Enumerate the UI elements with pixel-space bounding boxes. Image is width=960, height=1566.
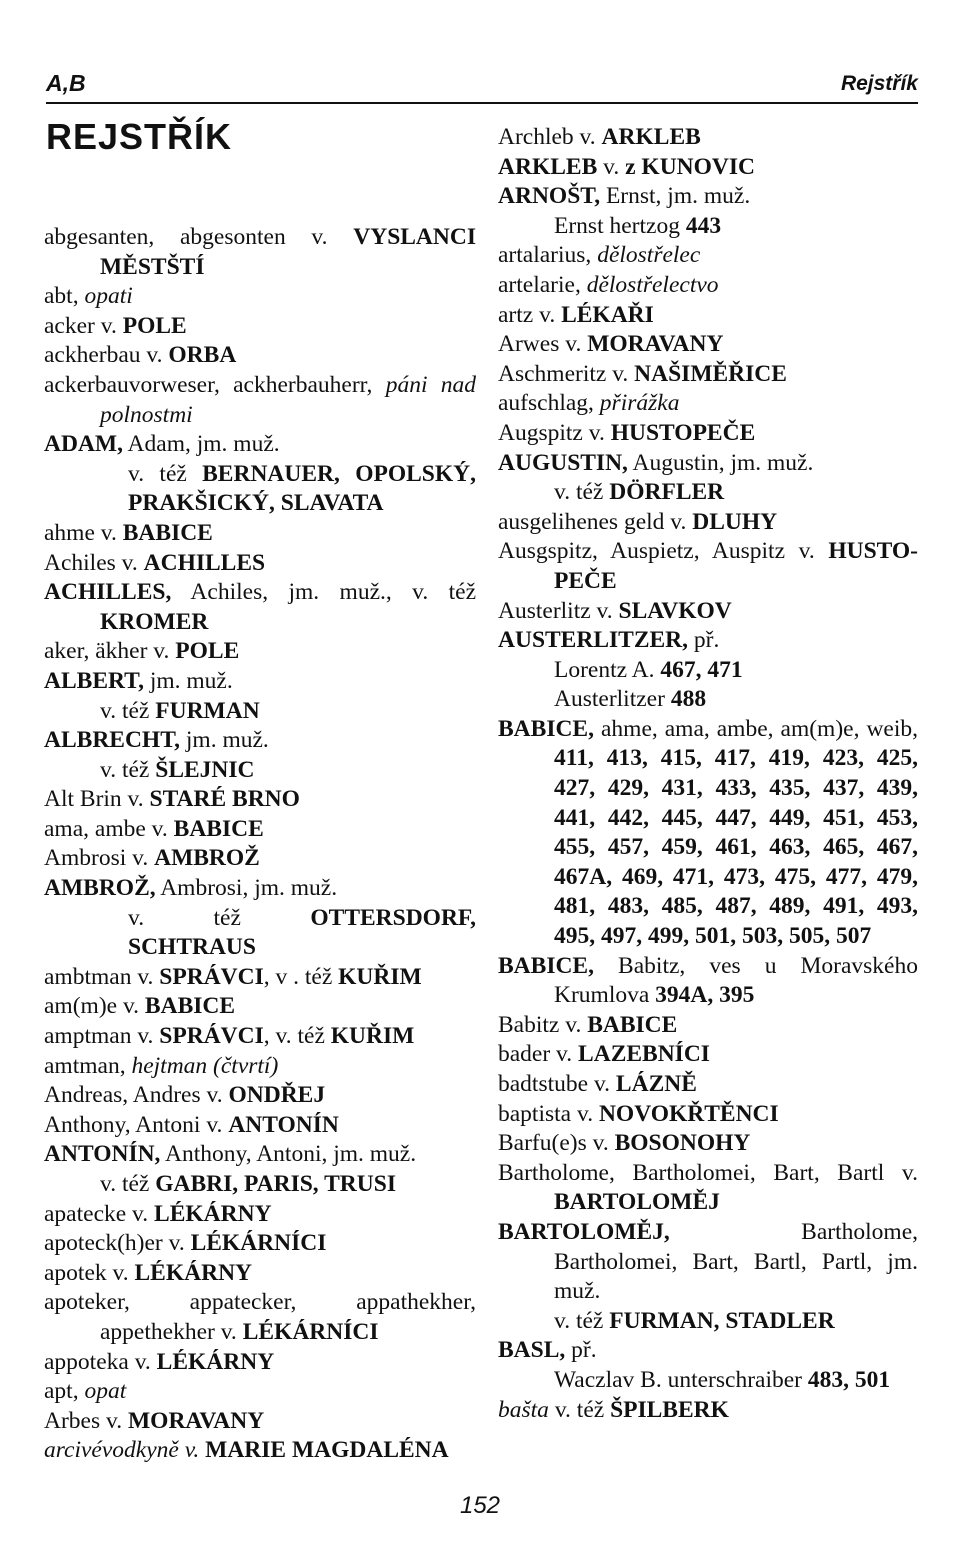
entry-text: jm. muž. <box>143 667 233 694</box>
entry-keyword: OTTERSDORF, SCHTRAUS <box>128 904 476 961</box>
entry-keyword: FURMAN, STADLER <box>609 1307 835 1334</box>
index-entry <box>44 667 476 697</box>
entry-text: v. též <box>100 697 156 724</box>
index-entry <box>44 312 476 342</box>
index-entry <box>498 301 918 331</box>
entry-keyword: BABICE <box>144 993 236 1020</box>
index-entry <box>44 992 476 1022</box>
index-column-left <box>44 223 476 1466</box>
index-entry <box>498 1336 918 1366</box>
entry-keyword: ŠLEJNIC <box>155 756 255 783</box>
index-entry <box>498 153 918 183</box>
index-entry <box>44 1436 476 1466</box>
entry-keyword: DLUHY <box>692 508 778 535</box>
entry-text: apoteck(h)er v. <box>44 1230 191 1257</box>
entry-keyword: DÖRFLER <box>609 479 725 506</box>
entry-translation: opat <box>84 1378 127 1405</box>
entry-text: apt, <box>44 1378 85 1405</box>
entry-text: v. též <box>554 479 610 506</box>
entry-keyword: FURMAN <box>155 697 260 724</box>
entry-keyword: ALBRECHT, <box>44 727 181 754</box>
index-entry <box>44 1200 476 1230</box>
entry-keyword: BABICE <box>122 519 213 546</box>
entry-text: př. <box>688 627 720 654</box>
entry-translation: dělostřelectvo <box>586 271 719 298</box>
entry-keyword: STARÉ BRNO <box>149 786 300 813</box>
index-entry <box>44 963 476 993</box>
index-entry <box>498 685 918 715</box>
entry-keyword: GABRI, PARIS, TRUSI <box>155 1171 396 1197</box>
index-entry <box>498 1011 918 1041</box>
entry-text: Barfu(e)s v. <box>498 1130 615 1157</box>
entry-keyword: HUSTO-PEČE <box>554 538 918 594</box>
entry-keyword: BERNAUER, OPOLSKÝ, PRAKŠICKÝ, SLAVATA <box>128 460 476 517</box>
index-entry <box>498 1396 918 1426</box>
entry-keyword: ANTONÍN <box>228 1111 339 1138</box>
index-entry <box>44 1348 476 1378</box>
entry-keyword: KUŘIM <box>330 1023 415 1050</box>
entry-text: artz v. <box>498 301 562 328</box>
entry-keyword: 488 <box>670 686 707 713</box>
entry-keyword: AMBROŽ, <box>44 875 156 902</box>
index-entry <box>498 537 918 596</box>
index-entry <box>44 1259 476 1289</box>
entry-text: Austerlitz v. <box>498 597 619 624</box>
entry-text: Babitz v. <box>498 1011 588 1038</box>
entry-text: aker, äkher v. <box>44 638 176 665</box>
index-entry <box>498 182 918 212</box>
index-entry <box>44 549 476 579</box>
entry-keyword: BARTOLOMĚJ, <box>498 1218 670 1245</box>
section-letters: A,B <box>46 70 86 96</box>
entry-keyword: ACHILLES, <box>44 579 172 606</box>
entry-text: Anthony, Antoni v. <box>44 1111 229 1138</box>
entry-keyword: LÉKÁRNÍCI <box>242 1318 379 1345</box>
index-entry <box>498 449 918 479</box>
entry-text: , v. též <box>263 1023 331 1050</box>
entry-keyword: POLE <box>122 312 187 339</box>
index-entry <box>498 1100 918 1130</box>
index-entry <box>498 1159 918 1218</box>
entry-keyword: LAZEBNÍCI <box>578 1041 710 1068</box>
entry-keyword: ŠPILBERK <box>610 1396 729 1423</box>
entry-text: amptman v. <box>44 1023 160 1050</box>
index-entry <box>44 1022 476 1052</box>
entry-text: badtstube v. <box>498 1071 616 1097</box>
entry-text: Austerlitzer <box>554 686 671 713</box>
index-entry <box>44 223 476 282</box>
entry-text: Ausgspitz, Auspietz, Auspitz v. <box>498 538 829 565</box>
entry-keyword: NOVOKŘTĚNCI <box>598 1100 779 1127</box>
entry-text: Arwes v. <box>498 331 588 358</box>
entry-text: Alt Brin v. <box>44 786 150 813</box>
index-entry <box>498 656 918 686</box>
entry-text: Lorentz A. <box>554 656 661 683</box>
index-entry <box>44 1140 476 1170</box>
entry-text: Arbes v. <box>44 1407 128 1434</box>
entry-text: Archleb v. <box>498 124 602 150</box>
entry-translation: hejtman (čtvrtí) <box>131 1052 279 1079</box>
entry-text: Ambrosi v. <box>44 845 155 872</box>
entry-text: Waczlav B. unterschraiber <box>554 1366 808 1393</box>
entry-keyword: ARKLEB <box>498 153 598 180</box>
entry-text: apoteker, appatecker, appathekher, appethekher v. <box>44 1289 476 1345</box>
index-entry <box>44 341 476 371</box>
entry-text: v. též <box>554 1307 610 1334</box>
index-entry <box>44 874 476 904</box>
index-entry <box>498 1129 918 1159</box>
entry-keyword: LÉKÁRNY <box>134 1259 253 1286</box>
entry-text: v. též <box>128 904 311 931</box>
index-entry <box>44 371 476 430</box>
index-entry <box>498 389 918 419</box>
entry-text: Augustin, jm. muž. <box>627 449 814 476</box>
entry-text: jm. muž. <box>180 727 269 754</box>
entry-keyword: ONDŘEJ <box>228 1082 326 1109</box>
index-entry <box>498 241 918 271</box>
index-entry <box>44 460 476 519</box>
entry-keyword: ANTONÍN, <box>44 1141 161 1168</box>
entry-keyword: LÉKÁRNÍCI <box>190 1230 327 1257</box>
entry-translation: páni nad polnostmi <box>100 371 476 428</box>
index-entry <box>44 904 476 963</box>
index-entry <box>44 1081 476 1111</box>
entry-text: ackerbauvorweser, ackherbauherr, <box>44 371 386 398</box>
entry-keyword: LÉKAŘI <box>561 301 654 328</box>
entry-keyword: BABICE, <box>498 715 594 742</box>
entry-keyword: 394A, 395 <box>655 982 755 1009</box>
entry-keyword: 443 <box>685 212 722 239</box>
entry-keyword: LÉKÁRNY <box>156 1348 275 1375</box>
entry-keyword: ORBA <box>168 342 237 369</box>
entry-keyword: BABICE <box>173 815 264 842</box>
index-entry <box>44 1111 476 1141</box>
index-entry <box>498 330 918 360</box>
entry-keyword: VYSLANCI MĚSTŠTÍ <box>100 224 476 280</box>
entry-text: v. <box>597 153 626 180</box>
entry-text: Achiles v. <box>44 549 144 576</box>
index-entry <box>44 844 476 874</box>
index-entry <box>498 360 918 390</box>
entry-keyword: LÉKÁRNY <box>154 1200 272 1227</box>
index-entry <box>44 1052 476 1082</box>
entry-keyword: MARIE MAGDALÉNA <box>205 1437 449 1464</box>
entry-text: Bartholome, Bartholomei, Bart, Bartl, Partl, jm. muž. <box>554 1218 918 1305</box>
entry-keyword: ACHILLES <box>143 549 266 576</box>
entry-keyword: 483, 501 <box>807 1366 891 1393</box>
entry-text: abgesanten, abgesonten v. <box>44 224 354 250</box>
entry-text: apotek v. <box>44 1259 135 1286</box>
entry-text: v. též <box>548 1396 611 1423</box>
entry-text: Achiles, jm. muž., v. též <box>171 579 476 606</box>
entry-text: acker v. <box>44 312 123 339</box>
entry-keyword: POLE <box>175 638 240 665</box>
index-entry <box>44 1170 476 1200</box>
index-column-right <box>498 123 918 1425</box>
entry-translation: opati <box>84 283 133 310</box>
index-entry <box>498 1070 918 1100</box>
index-entry <box>44 578 476 637</box>
entry-keyword: BASL, <box>498 1337 566 1364</box>
entry-keyword: MORAVANY <box>127 1407 265 1434</box>
entry-text: baptista v. <box>498 1100 599 1127</box>
index-entry <box>498 508 918 538</box>
entry-text: Ernst, jm. muž. <box>600 183 751 210</box>
index-entry <box>498 1040 918 1070</box>
entry-keyword: BABICE, <box>498 952 594 979</box>
running-title: Rejstřík <box>840 72 918 95</box>
entry-text: artelarie, <box>498 271 587 298</box>
index-entry <box>44 1288 476 1347</box>
entry-translation: přirážka <box>599 390 680 417</box>
index-entry <box>44 1407 476 1437</box>
index-entry <box>498 1218 918 1307</box>
entry-keyword: z KUNOVIC <box>625 153 756 180</box>
entry-text: v. též <box>100 1171 156 1197</box>
entry-text: v. též <box>128 460 203 487</box>
entry-text: Anthony, Antoni, jm. muž. <box>160 1141 417 1168</box>
entry-text: Aschmeritz v. <box>498 360 635 387</box>
index-entry <box>498 419 918 449</box>
entry-text: artalarius, <box>498 242 598 269</box>
entry-keyword: NAŠIMĚŘICE <box>634 360 787 387</box>
index-entry <box>498 715 918 952</box>
entry-keyword: 467, 471 <box>660 656 743 683</box>
index-entry <box>498 478 918 508</box>
entry-keyword: MORAVANY <box>587 331 724 358</box>
entry-keyword: ADAM, <box>44 431 123 458</box>
entry-text: Andreas, Andres v. <box>44 1082 229 1109</box>
index-entry <box>44 1229 476 1259</box>
entry-translation: bašta <box>498 1396 549 1423</box>
entry-text: Babitz, ves u Moravského Krumlova <box>554 952 918 1009</box>
index-entry <box>44 785 476 815</box>
entry-text: ahme v. <box>44 519 123 546</box>
entry-keyword: SPRÁVCI <box>159 963 264 990</box>
entry-text: ausgelihenes geld v. <box>498 508 693 535</box>
entry-keyword: 411, 413, 415, 417, 419, 423, 425, 427, 429, 431, 433, 435, 437, 439, 441, 442, 445, 447, 449, 451, 453, 455, 457, 459, 461, 463, 465, 467, 467A, 469, 471, 473, 475, 477, 479, 481, 483, 485, 487, 489, 491, 493, 495, 497, 499, 501, 503, 505, 507 <box>554 745 918 950</box>
entry-keyword: BOSONOHY <box>614 1130 751 1157</box>
index-entry <box>498 597 918 627</box>
entry-text: bader v. <box>498 1041 579 1068</box>
entry-keyword: SLAVKOV <box>618 597 732 624</box>
entry-text: appoteka v. <box>44 1348 157 1375</box>
entry-keyword: KUŘIM <box>338 963 422 990</box>
index-entry <box>498 1307 918 1337</box>
entry-keyword: AUGUSTIN, <box>498 449 628 476</box>
entry-translation: arcivévodkyně v. <box>44 1437 200 1464</box>
entry-text: Adam, jm. muž. <box>122 431 280 458</box>
index-entry <box>44 430 476 460</box>
entry-text: Ernst hertzog <box>554 212 686 239</box>
entry-text: ahme, ama, ambe, am(m)e, weib, <box>594 715 918 742</box>
entry-keyword: LÁZNĚ <box>615 1071 697 1097</box>
index-entry <box>44 756 476 786</box>
index-entry <box>44 815 476 845</box>
entry-keyword: BABICE <box>587 1011 678 1038</box>
entry-text: ama, ambe v. <box>44 815 174 842</box>
entry-text: Ambrosi, jm. muž. <box>155 875 338 902</box>
entry-keyword: AUSTERLITZER, <box>498 627 689 654</box>
entry-keyword: SPRÁVCI <box>159 1023 264 1050</box>
index-entry <box>498 212 918 242</box>
entry-text: Augspitz v. <box>498 419 611 446</box>
index-entry <box>498 1366 918 1396</box>
entry-text: abt, <box>44 283 85 310</box>
entry-keyword: ARNOŠT, <box>498 183 601 210</box>
entry-text: v. též <box>100 756 156 783</box>
entry-text: aufschlag, <box>498 390 600 417</box>
entry-text: ambtman v. <box>44 963 160 990</box>
running-header <box>46 66 918 104</box>
index-entry <box>44 697 476 727</box>
index-entry <box>498 123 918 153</box>
entry-text: Bartholome, Bartholomei, Bart, Bartl v. <box>498 1159 918 1186</box>
index-entry <box>44 282 476 312</box>
index-entry <box>498 271 918 301</box>
entry-keyword: ALBERT, <box>44 667 144 694</box>
entry-text: am(m)e v. <box>44 993 145 1020</box>
entry-text: , v . též <box>263 963 339 990</box>
entry-translation: dělostřelec <box>597 242 701 269</box>
index-entry <box>44 637 476 667</box>
page-title: REJSTŘÍK <box>46 116 233 157</box>
entry-text: ackherbau v. <box>44 342 169 369</box>
index-entry <box>498 952 918 1011</box>
index-entry <box>498 626 918 656</box>
entry-keyword: ARKLEB <box>601 124 701 150</box>
index-entry <box>44 726 476 756</box>
entry-keyword: HUSTOPEČE <box>610 419 756 446</box>
entry-keyword: AMBROŽ <box>154 845 260 872</box>
entry-text: amtman, <box>44 1052 132 1079</box>
entry-text: př. <box>565 1337 597 1364</box>
entry-text: apatecke v. <box>44 1200 155 1227</box>
index-entry <box>44 519 476 549</box>
page-number: 152 <box>459 1492 501 1519</box>
index-entry <box>44 1377 476 1407</box>
entry-keyword: KROMER <box>100 608 209 635</box>
entry-keyword: BARTOLOMĚJ <box>554 1189 720 1216</box>
